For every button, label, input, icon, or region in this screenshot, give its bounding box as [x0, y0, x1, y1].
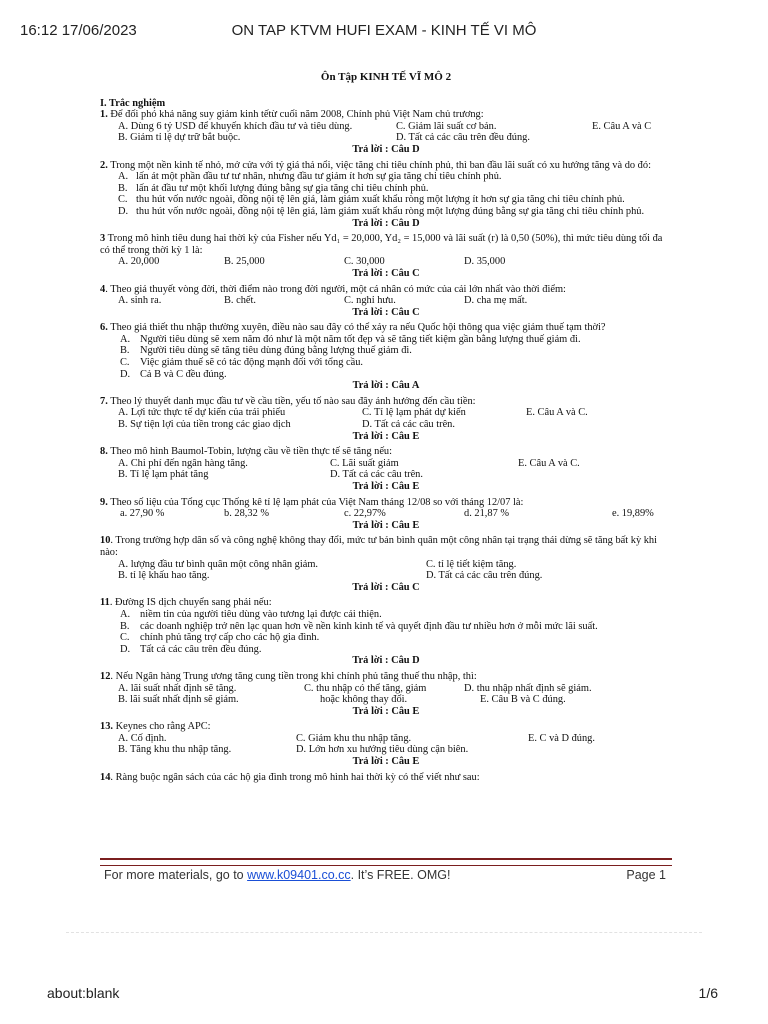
- page-footer: [104, 868, 666, 886]
- option: C. Giảm lãi suất cơ bản.: [396, 120, 497, 132]
- option-row: [100, 256, 672, 268]
- question-text: Để đối phó khả năng suy giảm kinh tếtừ cuối năm 2008, Chính phủ Việt Nam chủ trương:: [110, 109, 484, 121]
- question-text: Trong một nền kinh tế nhỏ, mở cửa với tỷ giá thả nổi, việc tăng chi tiêu chính phủ, thì ban đầu lãi suất có xu hướng tăng và do đó:: [110, 159, 651, 171]
- answer: Trả lời : Câu E: [352, 481, 420, 492]
- option: D. cha mẹ mất.: [464, 295, 528, 307]
- question-text: . Theo giả thuyết vòng đời, thời điểm nào trong đời người, một cá nhân có mức của cải lớn nhất vào thời điểm:: [105, 283, 566, 295]
- page-number: Page 1: [626, 868, 666, 882]
- option-letter: C.: [120, 357, 130, 369]
- option: niềm tin của người tiêu dùng vào tương lại được cải thiện.: [140, 608, 382, 620]
- option: chính phủ tăng trợ cấp cho các hộ gia đình.: [140, 632, 320, 644]
- page-separator: [66, 932, 702, 933]
- question-text: Theo giả thiết thu nhập thường xuyên, điều nào sau đây có thể xảy ra nếu Quốc hội thông qua việc giảm thuế tạm thời?: [110, 322, 606, 334]
- option: A. 20,000: [118, 256, 160, 268]
- question-text: Theo số liệu của Tổng cục Thống kê tỉ lệ lạm phát của Việt Nam tháng 12/08 so với tháng 12/07 là:: [110, 496, 524, 508]
- option: thu hút vốn nước ngoài, đồng nội tệ lên giá, làm giảm xuất khẩu ròng một lượng đúng bằng sự gia tăng chi tiêu chính phủ.: [136, 205, 645, 217]
- question-number: 12: [100, 670, 111, 682]
- option: A. lượng đầu tư bình quân một công nhân giảm.: [118, 558, 319, 570]
- option-letter: D.: [120, 643, 131, 655]
- footer-text: [104, 868, 450, 882]
- option: C. thu nhập có thể tăng, giảm: [304, 682, 427, 694]
- question-8: [100, 446, 672, 458]
- option: lấn át một phần đầu tư tư nhân, nhưng đầu tư giảm ít hơn sự gia tăng chi tiêu chính phủ.: [136, 171, 502, 183]
- answer: Trả lời : Câu E: [352, 705, 420, 717]
- question-number: 7.: [100, 395, 108, 407]
- option: D. Tất cả các câu trên đều đúng.: [396, 132, 530, 144]
- document-page: [100, 64, 672, 783]
- option-letter: A.: [118, 171, 129, 183]
- answer: Trả lời : Câu D: [352, 655, 420, 667]
- option: Người tiêu dùng sẽ xem năm đó như là một năm tốt đẹp và sẽ tăng tiết kiệm gần bằng lượng thuế giảm đi.: [140, 333, 581, 345]
- question-4: [100, 284, 672, 296]
- option: thu hút vốn nước ngoài, đồng nội tệ lên giá, làm giảm xuất khẩu ròng một lượng ít hơn sự gia tăng chi tiêu chính phủ.: [136, 194, 625, 206]
- option: B. tỉ lệ khấu hao tăng.: [118, 570, 210, 582]
- option: A. Lợi tức thực tế dự kiến của trái phiếu: [118, 407, 286, 419]
- option: b. 28,32 %: [224, 508, 270, 520]
- print-header: [0, 20, 768, 44]
- question-text: Theo lý thuyết danh mục đầu tư về cầu tiền, yếu tố nào sau đây ảnh hưởng đến cầu tiền:: [110, 395, 476, 407]
- option-letter: A.: [120, 608, 131, 620]
- option: Người tiêu dùng sẽ tăng tiêu dùng đúng bằng lượng thuế giảm đi.: [140, 345, 412, 357]
- option: B. 25,000: [224, 256, 265, 268]
- option: D. thu nhập nhất định sẽ giảm.: [464, 682, 592, 694]
- option-row: [100, 733, 672, 745]
- option: D. Tất cả các câu trên.: [330, 469, 423, 481]
- option: B. lãi suất nhất định sẽ giảm.: [118, 694, 239, 706]
- answer: Trả lời : Câu E: [352, 756, 420, 768]
- option-letter: D.: [118, 205, 129, 217]
- option: B. Giảm tỉ lệ dự trữ bắt buộc.: [118, 132, 241, 144]
- option-letter: C.: [120, 632, 130, 644]
- footer-suffix: . It’s FREE. OMG!: [350, 868, 451, 882]
- option-list: [100, 171, 672, 217]
- option: hoặc không thay đổi.: [320, 694, 408, 706]
- option: B. chết.: [224, 295, 257, 307]
- question-number: 10: [100, 535, 111, 547]
- option: C. Giảm khu thu nhập tăng.: [296, 732, 412, 744]
- question-11: [100, 597, 672, 609]
- option: C. nghỉ hưu.: [344, 295, 396, 307]
- footer-link[interactable]: www.k09401.co.cc: [247, 868, 351, 882]
- question-6: [100, 322, 672, 334]
- question-7: [100, 396, 672, 408]
- question-text: . Đường IS dịch chuyển sang phải nếu:: [109, 597, 272, 609]
- answer: Trả lời : Câu C: [352, 267, 420, 279]
- question-text: Theo mô hình Baumol-Tobin, lượng cầu về tiền thực tế sẽ tăng nếu:: [110, 446, 393, 458]
- option: E. C và D đúng.: [528, 732, 595, 744]
- option-letter: C.: [118, 194, 128, 206]
- option: E. Câu A và C.: [526, 407, 588, 419]
- footer-prefix: For more materials, go to: [104, 868, 248, 882]
- option: a. 27,90 %: [120, 508, 165, 520]
- option-list: [100, 609, 672, 655]
- question-number: 1.: [100, 109, 108, 121]
- question-13: [100, 721, 672, 733]
- option: e. 19,89%: [612, 508, 654, 520]
- document-title: Ôn Tập KINH TẾ VĨ MÔ 2: [320, 71, 452, 83]
- print-title: ON TAP KTVM HUFI EXAM - KINH TẾ VI MÔ: [231, 22, 537, 39]
- option-list: [100, 334, 672, 380]
- option-letter: B.: [118, 182, 128, 194]
- option: B. Tỉ lệ lạm phát tăng: [118, 469, 209, 481]
- option: A. lãi suất nhất định sẽ tăng.: [118, 682, 237, 694]
- option: Tất cả các câu trên đều đúng.: [140, 643, 262, 655]
- option-row: [100, 458, 672, 470]
- question-number: 13.: [100, 721, 113, 733]
- option-row: [100, 744, 672, 756]
- answer: Trả lời : Câu D: [352, 143, 420, 155]
- option: B. Tăng khu thu nhập tăng.: [118, 744, 232, 756]
- question-3: [100, 233, 672, 256]
- option: E. Câu A và C: [592, 120, 652, 132]
- option: D. Tất cả các câu trên đúng.: [426, 570, 543, 582]
- question-text: Keynes cho rằng APC:: [115, 721, 211, 733]
- question-number: 11: [100, 597, 110, 609]
- option: C. Tỉ lệ lạm phát dự kiến: [362, 407, 466, 419]
- print-datetime: 16:12 17/06/2023: [20, 22, 137, 39]
- answer: Trả lời : Câu C: [352, 581, 420, 593]
- question-1: [100, 109, 672, 121]
- option-row: [100, 407, 672, 419]
- option: lấn át đầu tư một khối lượng đúng bằng sự gia tăng chi tiêu chính phủ.: [136, 182, 429, 194]
- question-number: 14: [100, 771, 111, 783]
- question-number: 8.: [100, 446, 108, 458]
- option: Cả B và C đều đúng.: [140, 368, 227, 380]
- option-letter: B.: [120, 620, 130, 632]
- option: A. sinh ra.: [118, 295, 162, 307]
- option-row: [100, 295, 672, 307]
- option: D. Lớn hơn xu hướng tiêu dùng cận biên.: [296, 744, 469, 756]
- option-row: [100, 419, 672, 431]
- question-14: [100, 772, 672, 784]
- option-letter: A.: [120, 333, 131, 345]
- option-letter: B.: [120, 345, 130, 357]
- option-row: [100, 469, 672, 481]
- question-number: 2.: [100, 159, 108, 171]
- option: các doanh nghiệp trở nên lạc quan hơn về nền kinh kinh tế và quyết định đầu tư nhiều hơn ở mỗi mức lãi suất.: [140, 620, 598, 632]
- question-number: 4: [100, 283, 106, 295]
- question-number: 9.: [100, 496, 108, 508]
- option: E. Câu B và C đúng.: [480, 694, 566, 706]
- option: c. 22,97%: [344, 508, 386, 520]
- option-row: [100, 570, 672, 582]
- option-letter: D.: [120, 368, 131, 380]
- option: A. Dùng 6 tỷ USD để khuyến khích đầu tư và tiêu dùng.: [118, 120, 353, 132]
- option: A. Chi phí đến ngân hàng tăng.: [118, 457, 248, 469]
- section-heading: I. Trắc nghiệm: [100, 97, 166, 109]
- option-row: [100, 694, 672, 706]
- option: Việc giảm thuế sẽ có tác động mạnh đối với tổng cầu.: [140, 357, 364, 369]
- option-row: [100, 508, 672, 520]
- option-row: [100, 121, 672, 133]
- option: B. Sự tiện lợi của tiền trong các giao dịch: [118, 419, 291, 431]
- option: A. Cố định.: [118, 732, 167, 744]
- answer: Trả lời : Câu E: [352, 430, 420, 442]
- question-text: Trong mô hình tiêu dung hai thời kỳ của Fisher nếu Yd₁ = 20,000, Yd₂ = 15,000 và lãi suất (r) là 0,50 (50%), thì mức tiêu dùng tối đa có thể trong thời kỳ 1 là:: [100, 233, 663, 256]
- print-page-count: 1/6: [698, 985, 718, 1001]
- option: d. 21,87 %: [464, 508, 510, 520]
- print-url: about:blank: [47, 985, 120, 1001]
- option: C. tỉ lệ tiết kiệm tăng.: [426, 558, 517, 570]
- answer: Trả lời : Câu A: [352, 380, 420, 392]
- option: E. Câu A và C.: [518, 457, 580, 469]
- option: C. 30,000: [344, 256, 385, 268]
- answer: Trả lời : Câu D: [352, 217, 420, 229]
- question-2: [100, 160, 672, 172]
- answer: Trả lời : Câu C: [352, 306, 420, 318]
- option: C. Lãi suất giảm: [330, 457, 399, 469]
- footer-divider: [100, 858, 672, 866]
- question-number: 3: [100, 233, 106, 245]
- question-10: [100, 535, 672, 558]
- option-row: [100, 683, 672, 695]
- option-row: [100, 559, 672, 571]
- question-number: 6.: [100, 322, 108, 334]
- question-text: . Trong trường hợp dân số và công nghệ không thay đổi, mức tư bản bình quân một công nhân tại trạng thái dừng sẽ tăng bất kỳ khi nào:: [100, 535, 658, 558]
- option-row: [100, 132, 672, 144]
- answer: Trả lời : Câu E: [352, 519, 420, 531]
- option: D. Tất cả các câu trên.: [362, 419, 455, 431]
- question-12: [100, 671, 672, 683]
- question-text: . Nếu Ngân hàng Trung ương tăng cung tiền trong khi chính phủ tăng thuế thu nhập, thì:: [110, 670, 477, 682]
- question-text: . Ràng buộc ngân sách của các hộ gia đình trong mô hình hai thời kỳ có thể viết như sau:: [110, 771, 480, 783]
- option: D. 35,000: [464, 256, 506, 268]
- question-9: [100, 497, 672, 509]
